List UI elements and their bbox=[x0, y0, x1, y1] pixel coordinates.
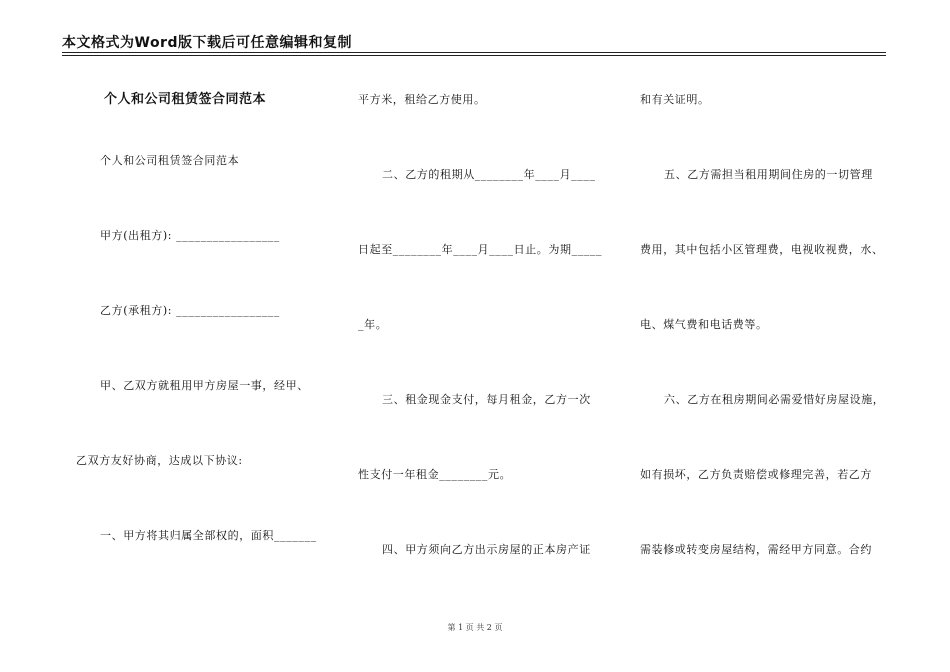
document-header-banner: 本文格式为Word版下载后可任意编辑和复制 bbox=[62, 35, 352, 51]
text-line: 和有关证明。 bbox=[640, 93, 710, 106]
text-line: 乙双方友好协商，达成以下协议: bbox=[76, 454, 243, 467]
text-line: _年。 bbox=[358, 318, 388, 331]
clause-1-line: 一、甲方将其归属全部权的，面积_______ bbox=[100, 529, 317, 542]
text-column-3 bbox=[632, 0, 892, 672]
party-b-line: 乙方(承租方): _________________ bbox=[100, 304, 280, 317]
text-line: 个人和公司租赁签合同范本 bbox=[100, 154, 240, 167]
page-number-footer: 第 1 页 共 2 页 bbox=[447, 623, 503, 632]
text-line: 电、煤气费和电话费等。 bbox=[640, 318, 768, 331]
clause-4-line: 四、甲方须向乙方出示房屋的正本房产证 bbox=[382, 543, 591, 556]
text-line: 平方米，租给乙方使用。 bbox=[358, 93, 486, 106]
party-a-line: 甲方(出租方): _________________ bbox=[100, 229, 280, 242]
text-line: 如有损坏，乙方负责赔偿或修理完善，若乙方 bbox=[640, 468, 872, 481]
clause-6-line: 六、乙方在租房期间必需爱惜好房屋设施， bbox=[664, 393, 885, 406]
text-line: 日起至________年____月____日止。为期_____ bbox=[358, 243, 603, 256]
clause-2-line: 二、乙方的租期从________年____月____ bbox=[382, 168, 596, 181]
text-column-1 bbox=[62, 0, 322, 672]
text-line: 需装修或转变房屋结构，需经甲方同意。合约 bbox=[640, 543, 872, 556]
text-line: 费用，其中包括小区管理费，电视收视费，水、 bbox=[640, 243, 884, 256]
text-line: 甲、乙双方就租用甲方房屋一事，经甲、 bbox=[100, 379, 309, 392]
text-column-2 bbox=[352, 0, 612, 672]
document-title: 个人和公司租赁签合同范本 bbox=[104, 92, 267, 107]
clause-5-line: 五、乙方需担当租用期间住房的一切管理 bbox=[664, 168, 873, 181]
clause-3-line: 三、租金现金支付，每月租金，乙方一次 bbox=[382, 393, 591, 406]
text-line: 性支付一年租金________元。 bbox=[358, 468, 512, 481]
